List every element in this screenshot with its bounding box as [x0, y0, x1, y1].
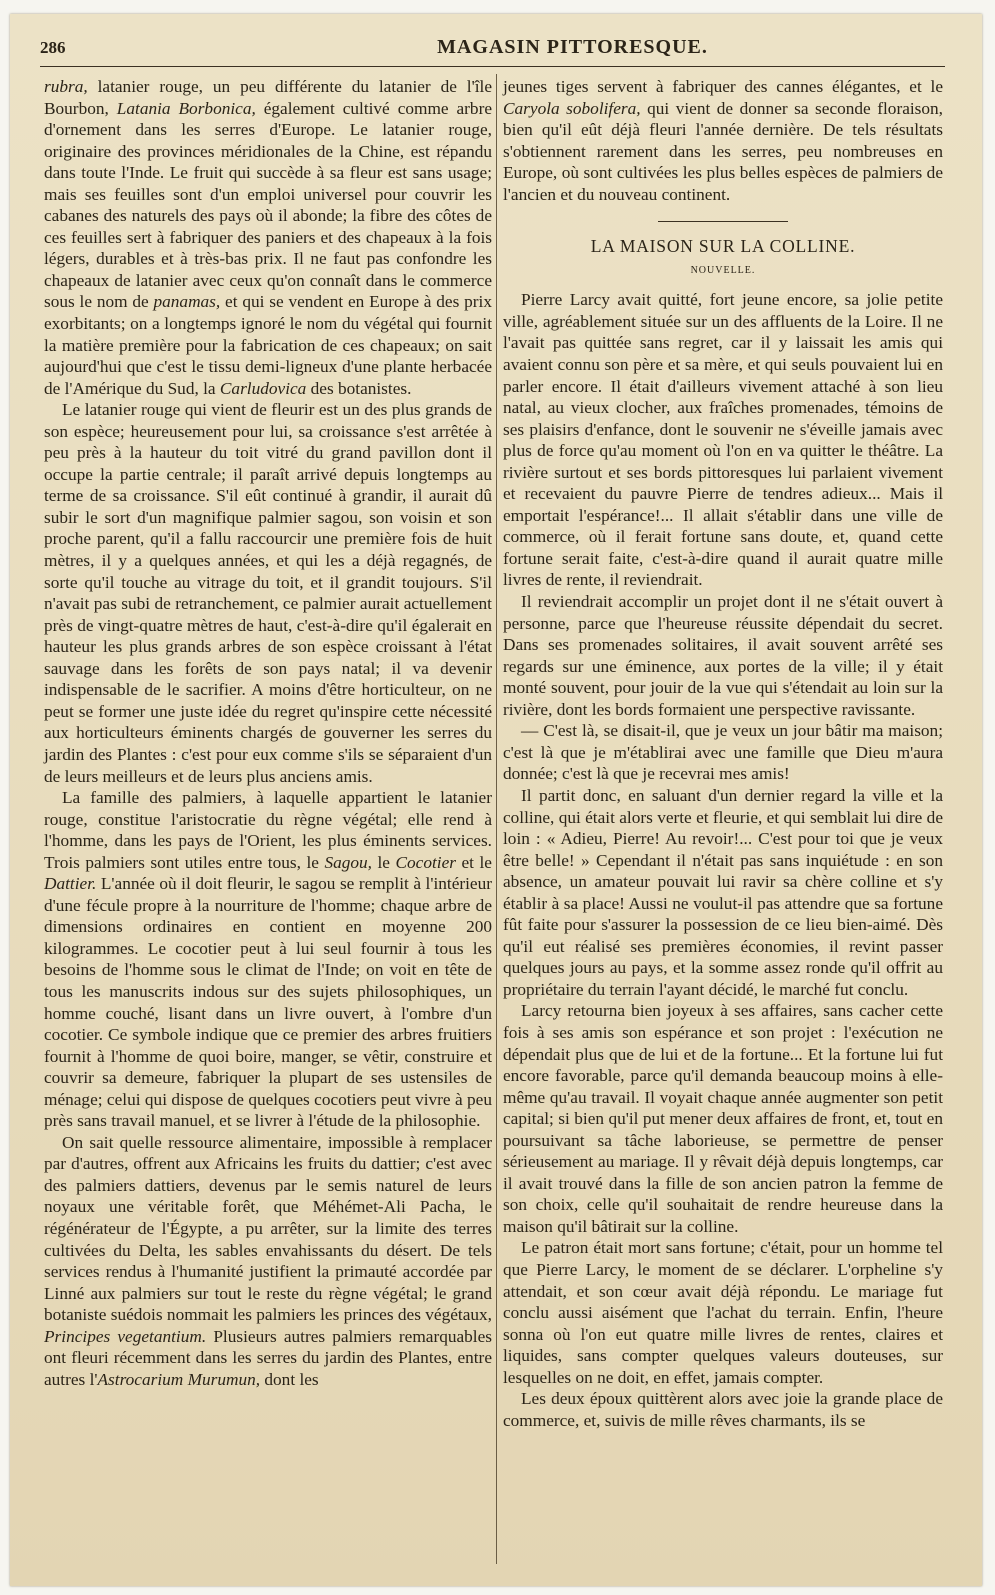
- text-run: Le latanier rouge qui vient de fleurir est un des plus grands de son espèce; heureusement pour lui, sa croissance s'est arrêtée à peu près à la hauteur du toit vitré du grand pavillon dont il occupe la partie centrale; il paraît arrivé depuis longtemps au terme de sa croissance. S'il eût continué à grandir, il aurait dû subir le sort d'un magnifique palmier sagou, son voisin et son proche parent, qu'il a fallu raccourcir une première fois de huit mètres, il y a quelques années, et qui les a déjà regagnés, de sorte qu'il touche au vitrage du toit, et il grandit toujours. S'il n'avait pas subi de retranchement, ce palmier aurait actuellement près de vingt-quatre mètres de haut, c'est-à-dire qu'il égalerait en hauteur les plus grands arbres de son espèce croissant à l'état sauvage dans les forêts de son pays natal; il va devenir indispensable de le sacrifier. A moins d'être horticulteur, on ne peut se former une juste idée du regret qu'inspire cette nécessité aux horticulteurs éminents chargés de gouverner les serres du jardin des Plantes : c'est pour eux comme s'ils se séparaient d'un de leurs meilleurs et de leurs plus anciens amis.: [44, 400, 492, 786]
- text-run: le: [371, 852, 396, 872]
- italic-term: Principes vegetantium.: [44, 1326, 207, 1346]
- text-run: et qui se vendent en Europe à des prix exorbitants; on a longtemps ignoré le nom du végétal qui fournit la matière première pour la fabrication de ces chapeaux; on sait aujourd'hui que c'est le tissu demi-ligneux d'une plante herbacée de l'Amérique du Sud, la: [44, 292, 492, 398]
- text-run: jeunes tiges servent à fabriquer des cannes élégantes, et le: [503, 77, 943, 96]
- text-run: L'année où il doit fleurir, le sagou se remplit à l'intérieur d'une fécule propre à la nourriture de l'homme; chaque arbre de dimensions ordinaires en contient en moyenne 200 kilogrammes. Le cocotier peut à lui seul fournir à tous les besoins de l'homme sous le climat de l'Inde; on voit en tête de tous les manuscrits indous sur des sujets philosophiques, un homme couché, lisant dans un livre ouvert, à l'ombre d'un cocotier. Ce symbole indique que ce premier des arbres fruitiers fournit à l'homme de quoi boire, manger, se vêtir, construire et couvrir sa demeure, fabriquer la plupart de ses ustensiles de ménage; celui qui dispose de quelques cocotiers peut vivre à peu près sans travail manuel, et se livrer à l'étude de la philosophie.: [44, 874, 492, 1131]
- paragraph: [503, 1237, 943, 1388]
- text-run: qui vient de donner sa seconde floraison, bien qu'il eût déjà fleuri l'année dernière. De tels résultats s'obtiennent rarement dans les serres, peu nombreuses en Europe, où sont cultivées les plus belles espèces de palmiers de l'ancien et du nouveau continent.: [503, 98, 943, 204]
- paragraph: [44, 76, 492, 399]
- page-number: 286: [40, 38, 66, 57]
- text-run: Pierre Larcy avait quitté, fort jeune encore, sa jolie petite ville, agréablement située sur un des affluents de la Loire. Il ne l'avait pas quittée sans regret, car il y laissait les amis qui avaient connu son père et sa mère, et qui seuls pouvaient lui en parler encore. Il était d'ailleurs vivement attaché à son lieu natal, au vieux clocher, aux fraîches promenades, témoins de ses plaisirs d'enfance, dont le souvenir ne s'éveille jamais avec plus de force qu'au moment où l'on en va quitter le théâtre. La rivière surtout et ses bords pittoresques lui parlaient vivement et recevaient du pauvre Pierre de tendres adieux... Mais il emportait l'espérance!... Il allait s'établir dans une ville de commerce, où il ferait fortune sans doute, et, quand cette fortune serait faite, c'est-à-dire quand il aurait quatre mille livres de rente, il reviendrait.: [503, 290, 943, 590]
- text-run: dont les: [260, 1369, 319, 1389]
- italic-term: Carludovica: [219, 378, 307, 398]
- paragraph: [503, 289, 943, 591]
- story-title: LA MAISON SUR LA COLLINE.: [590, 236, 856, 257]
- paragraph: [44, 399, 492, 787]
- text-run: Il partit donc, en saluant d'un dernier regard la ville et la colline, qui était alors verte et fleurie, et qui semblait lui dire de loin : « Adieu, Pierre! Au revoir!... C'est pour toi que je veux être belle! » Cependant il n'était pas sans inquiétude : en son absence, un amateur pouvait lui ravir sa chère colline et s'y établir à sa place! Aussi ne voulut-il pas attendre que sa fortune fût faite pour s'assurer la possession de ce lieu bien-aimé. Dès qu'il eut réalisé ses premières économies, il revint passer quelques jours au pays, et la somme assez ronde qu'il offrit au propriétaire du terrain l'ayant décidé, le marché fut conclu.: [503, 785, 943, 999]
- paragraph: [44, 787, 492, 1132]
- paragraph: [503, 1388, 943, 1431]
- text-run: et le: [455, 852, 492, 872]
- section-rule: [658, 221, 788, 222]
- paragraph: [503, 720, 943, 785]
- paragraph: [503, 1000, 943, 1237]
- left-column: [44, 76, 492, 1390]
- paragraph: [503, 591, 943, 720]
- italic-term: Dattier.: [44, 874, 97, 894]
- newspaper-page: [10, 14, 982, 1586]
- right-column: [503, 76, 943, 1431]
- text-run: des botanistes.: [306, 378, 412, 398]
- column-divider: [496, 74, 497, 1564]
- text-run: Les deux époux quittèrent alors avec joie la grande place de commerce, et, suivis de mille rêves charmants, ils se: [503, 1389, 943, 1430]
- story-subtitle: NOUVELLE.: [690, 264, 756, 276]
- paragraph: [44, 1132, 492, 1391]
- text-run: latanier rouge, un peu différente du latanier de l'île Bourbon,: [44, 77, 492, 118]
- paragraph: [503, 76, 943, 205]
- italic-term: rubra,: [44, 77, 88, 96]
- text-run: La famille des palmiers, à laquelle appartient le latanier rouge, constitue l'aristocratie du règne végétal; elle rend à l'homme, dans les pays de l'Orient, les plus éminents services. Trois palmiers sont utiles entre tous, le: [44, 788, 492, 872]
- magazine-title: MAGASIN PITTORESQUE.: [437, 36, 708, 58]
- text-run: également cultivé comme arbre d'ornement dans les serres d'Europe. Le latanier rouge, originaire des provinces méridionales de la Chine, est répandu dans toute l'Inde. Le fruit qui succède à sa fleur est sans usage; mais ses feuilles sont d'un emploi universel pour couvrir les cabanes des naturels des pays où il abonde; la fibre des côtes de ces feuilles sert à fabriquer des paniers et des chapeaux à la fois légers, durables et à très-bas prix. Il ne faut pas confondre les chapeaux de latanier avec ceux qu'on connaît dans le commerce sous le nom de: [44, 98, 493, 312]
- italic-term: Caryola sobolifera,: [503, 98, 641, 118]
- text-run: Le patron était mort sans fortune; c'était, pour un homme tel que Pierre Larcy, le moment de se déclarer. L'orpheline s'y attendait, et son cœur avait déjà répondu. Le mariage fut conclu aussi aisément que l'achat du terrain. Enfin, l'heure sonna où l'on eut quatre mille livres de rentes, claires et liquides, sans compter quelques valeurs douteuses, sur lesquelles on ne doit, en effet, jamais compter.: [503, 1238, 943, 1387]
- italic-term: Latania Borbonica,: [116, 98, 256, 118]
- text-run: Plusieurs autres palmiers remarquables ont fleuri récemment dans les serres du jardin des Plantes, entre autres l': [44, 1326, 492, 1389]
- text-run: Il reviendrait accomplir un projet dont il ne s'était ouvert à personne, parce que l'heureuse réussite dépendait du secret. Dans ses promenades solitaires, il avait souvent arrêté ses regards sur une éminence, aux portes de la ville; il y était monté souvent, pour jouir de la vue qui s'étendait au loin sur la rivière, dont les bords formaient une perspective ravissante.: [503, 592, 943, 719]
- paragraph: [503, 785, 943, 1000]
- text-run: On sait quelle ressource alimentaire, impossible à remplacer par d'autres, offrent aux Africains les fruits du dattier; c'est avec des palmiers dattiers, devenus par le semis naturel de leurs noyaux une véritable forêt, que Méhémet-Ali Pacha, le régénérateur de l'Égypte, a pu arrêter, sur la limite des terres cultivées du Delta, les sables envahissants du désert. De tels services rendus à l'humanité justifient la primauté accordée par Linné aux palmiers sur tout le reste du règne végétal; le grand botaniste suédois nommait les palmiers les princes des végétaux,: [44, 1132, 492, 1325]
- italic-term: panamas,: [153, 292, 221, 312]
- text-run: — C'est là, se disait-il, que je veux un jour bâtir ma maison; c'est là que je m'établirai avec une famille que Dieu m'aura donnée; c'est là que je recevrai mes amis!: [503, 721, 943, 784]
- text-run: Larcy retourna bien joyeux à ses affaires, sans cacher cette fois à ses amis son espérance et son projet : l'exécution ne dépendait plus que de lui et de la fortune... Et la fortune lui fut encore favorable, parce qu'il demanda beaucoup moins à elle-même qu'au travail. Il voyait chaque année augmenter son petit capital; si bien qu'il put mener deux affaires de front, et, tout en poursuivant sa tâche laborieuse, se permettre de penser sérieusement au mariage. Il y rêvait déjà depuis longtemps, car il avait trouvé dans la fille de son ancien patron la femme de son choix, celle qu'il souhaitait de rendre heureuse dans la maison qu'il bâtirait sur la colline.: [503, 1001, 943, 1236]
- page-header: [40, 32, 945, 67]
- italic-term: Sagou,: [324, 852, 372, 872]
- italic-term: Astrocarium Murumun,: [97, 1369, 261, 1389]
- italic-term: Cocotier: [395, 852, 456, 872]
